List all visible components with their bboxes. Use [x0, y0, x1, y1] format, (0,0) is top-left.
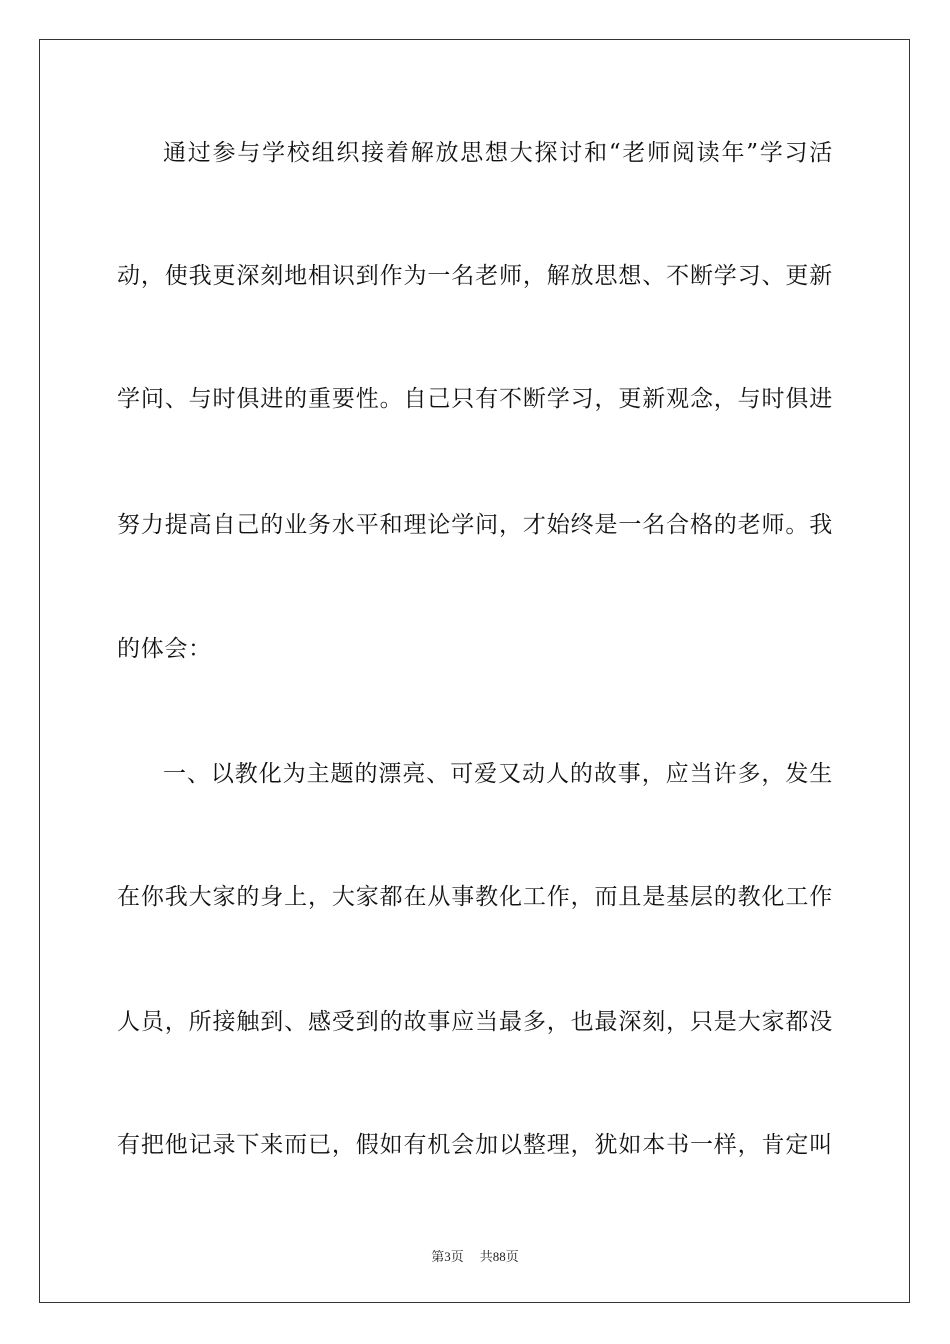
total-pages-label: 共88页	[479, 1249, 519, 1264]
paragraph-2-line-3: 人员，所接触到、感受到的故事应当最多，也最深刻，只是大家都没	[117, 1009, 833, 1035]
page-footer	[0, 1248, 950, 1266]
page-border	[39, 39, 910, 1303]
paragraph-2-line-1: 一、以教化为主题的漂亮、可爱又动人的故事，应当许多，发生	[163, 761, 833, 787]
page-number-label: 第3页	[431, 1249, 464, 1264]
paragraph-1-line-1: 通过参与学校组织接着解放思想大探讨和“老师阅读年”学习活	[163, 140, 833, 166]
paragraph-1-line-4: 努力提高自己的业务水平和理论学问，才始终是一名合格的老师。我	[117, 512, 833, 538]
paragraph-1-line-3: 学问、与时俱进的重要性。自己只有不断学习，更新观念，与时俱进	[117, 386, 833, 412]
paragraph-2-line-4: 有把他记录下来而已，假如有机会加以整理，犹如本书一样，肯定叫	[117, 1132, 833, 1158]
paragraph-1-line-5: 的体会：	[117, 636, 212, 662]
paragraph-2-line-2: 在你我大家的身上，大家都在从事教化工作，而且是基层的教化工作	[117, 884, 833, 910]
paragraph-1-line-2: 动，使我更深刻地相识到作为一名老师，解放思想、不断学习、更新	[117, 263, 833, 289]
